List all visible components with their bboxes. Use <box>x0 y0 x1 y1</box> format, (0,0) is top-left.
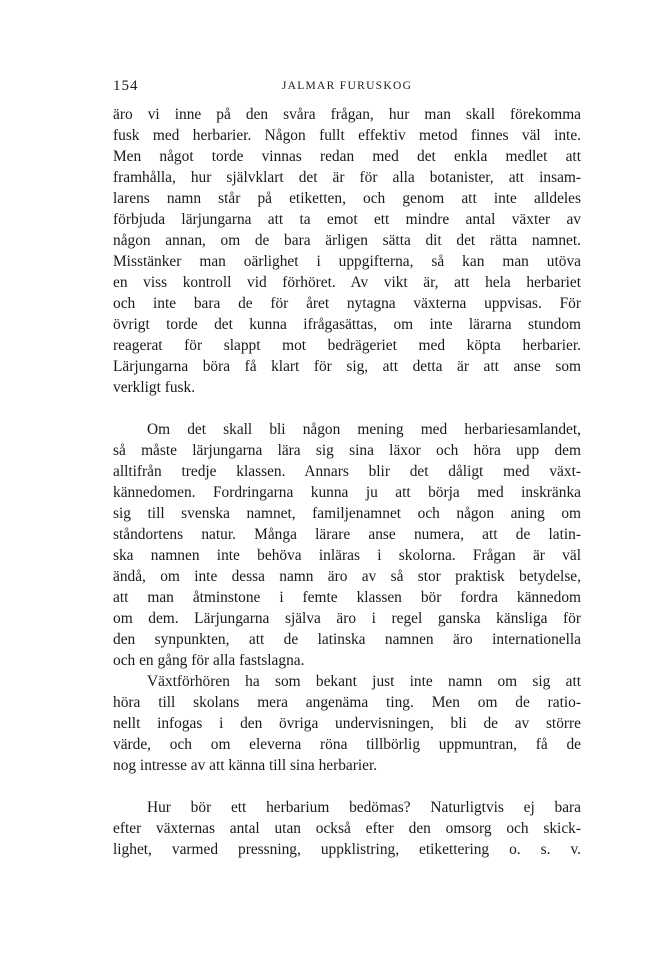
page-number: 154 <box>113 78 139 94</box>
text-line: larens namn står på etiketten, och genom att inte alldeles <box>113 190 581 207</box>
paragraph <box>113 419 581 671</box>
text-line: fusk med herbarier. Någon fullt effektiv metod finnes väl inte. <box>113 127 581 144</box>
text-line: Hur bör ett herbarium bedömas? Naturligtvis ej bara <box>147 799 581 816</box>
text-line: om dem. Lärjungarna själva äro i regel ganska känsliga för <box>113 610 581 627</box>
text-line: framhålla, hur självklart det är för alla botanister, att insam- <box>113 169 581 186</box>
text-line: den synpunkten, att de latinska namnen äro internationella <box>113 631 581 648</box>
text-line: en viss kontroll vid förhöret. Av vikt är, att hela herbariet <box>113 274 581 291</box>
text-line: nog intresse av att känna till sina herbarier. <box>113 757 378 774</box>
text-line: ståndortens natur. Många lärare anse numera, att de latin- <box>113 526 581 543</box>
text-line: kännedomen. Fordringarna kunna ju att börja med inskränka <box>113 484 581 501</box>
text-line: sig till svenska namnet, familjenamnet och någon aning om <box>113 505 581 522</box>
text-line: värde, och om eleverna röna tillbörlig uppmuntran, få de <box>113 736 581 753</box>
text-line: och inte bara de för året nytagna växterna uppvisas. För <box>113 295 581 312</box>
paragraph <box>113 797 581 860</box>
paragraph <box>113 671 581 776</box>
text-line: ändå, om inte dessa namn äro av så stor praktisk betydelse, <box>113 568 581 585</box>
text-line: lighet, varmed pressning, uppklistring, etikettering o. s. v. <box>113 841 581 858</box>
text-line: Om det skall bli någon mening med herbariesamlandet, <box>147 421 581 438</box>
text-line: efter växternas antal utan också efter den omsorg och skick- <box>113 820 581 837</box>
running-title: JALMAR FURUSKOG <box>281 80 413 92</box>
text-line: Men något torde vinnas redan med det enkla medlet att <box>113 148 581 165</box>
body-text <box>113 104 581 860</box>
text-line: och en gång för alla fastslagna. <box>113 652 305 669</box>
text-line: Växtförhören ha som bekant just inte namn om sig att <box>147 673 581 690</box>
text-line: alltifrån tredje klassen. Annars blir det dåligt med växt- <box>113 463 581 480</box>
text-line: äro vi inne på den svåra frågan, hur man skall förekomma <box>113 106 581 123</box>
text-line: övrigt torde det kunna ifrågasättas, om inte lärarna stundom <box>113 316 581 333</box>
text-line: ska namnen inte behöva inläras i skolorna. Frågan är väl <box>113 547 581 564</box>
text-line: så måste lärjungarna lära sig sina läxor och höra upp dem <box>113 442 581 459</box>
text-line: verkligt fusk. <box>113 379 196 396</box>
text-line: någon annan, om de bara ärligen sätta dit det rätta namnet. <box>113 232 581 249</box>
text-line: nellt infogas i den övriga undervisningen, bli de av större <box>113 715 581 732</box>
text-line: reagerat för slappt mot bedrägeriet med köpta herbarier. <box>113 337 581 354</box>
text-line: Misstänker man oärlighet i uppgifterna, så kan man utöva <box>113 253 581 270</box>
text-line: att man åtminstone i femte klassen bör fordra kännedom <box>113 589 581 606</box>
text-line: Lärjungarna böra få klart för sig, att detta är att anse som <box>113 358 581 375</box>
text-line: höra till skolans mera angenäma ting. Men om de ratio- <box>113 694 581 711</box>
page-header <box>113 78 581 98</box>
paragraph <box>113 104 581 398</box>
text-line: förbjuda lärjungarna att ta emot ett mindre antal växter av <box>113 211 581 228</box>
